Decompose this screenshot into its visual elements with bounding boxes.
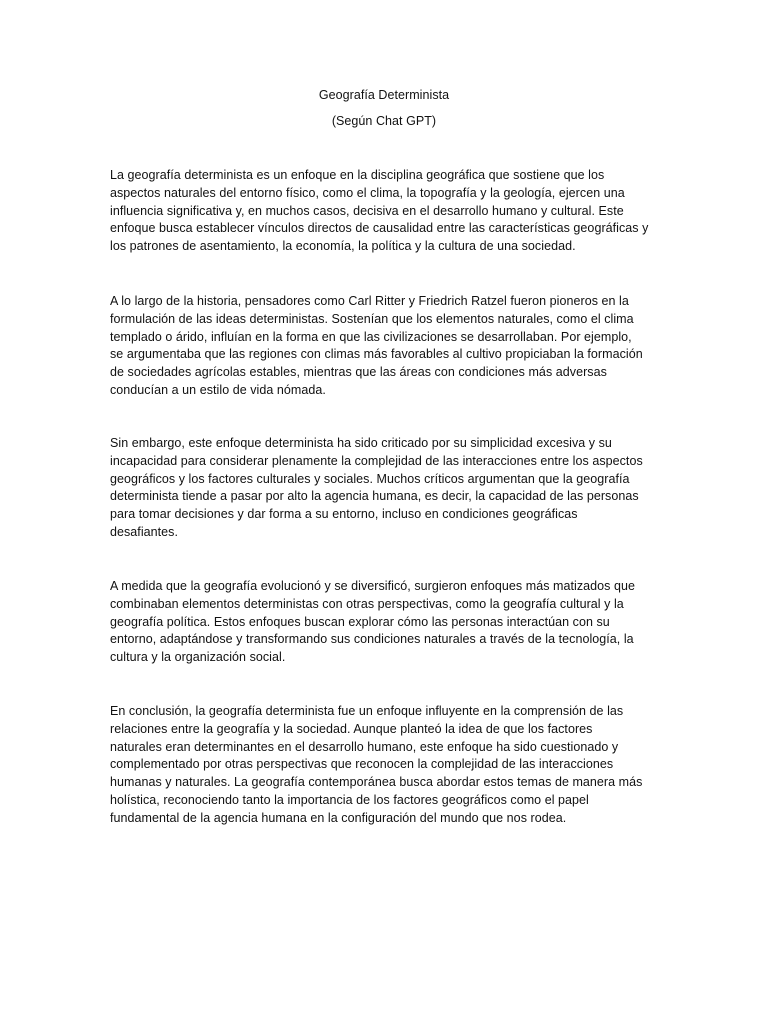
paragraph-line: geografía política. Estos enfoques buscan explorar cómo las personas interactúan con su	[110, 614, 610, 629]
paragraph-line: relaciones entre la geografía y la sociedad. Aunque planteó la idea de que los factores	[110, 721, 593, 736]
paragraph-3	[110, 435, 660, 542]
paragraph-line: influencia significativa y, en muchos casos, decisiva en el desarrollo humano y cultural. Este	[110, 203, 624, 218]
document-title: Geografía Determinista	[318, 88, 450, 102]
paragraph-line: cultura y la organización social.	[110, 650, 286, 665]
paragraph-line: combinaban elementos deterministas con otras perspectivas, como la geografía cultural y la	[110, 596, 624, 611]
paragraph-1	[110, 167, 660, 256]
paragraph-line: A medida que la geografía evolucionó y se diversificó, surgieron enfoques más matizados que	[110, 579, 635, 593]
paragraph-line: La geografía determinista es un enfoque en la disciplina geográfica que sostiene que los	[110, 168, 605, 182]
paragraph-line: fundamental de la agencia humana en la configuración del mundo que nos rodea.	[110, 810, 567, 825]
paragraph-line: entorno, adaptándose y transformando sus condiciones naturales a través de la tecnología, la	[110, 632, 634, 647]
paragraph-4	[110, 578, 660, 667]
paragraph-line: incapacidad para considerar plenamente la complejidad de las interacciones entre los aspectos	[110, 453, 643, 468]
paragraph-line: naturales eran determinantes en el desarrollo humano, este enfoque ha sido cuestionado y	[110, 739, 619, 754]
paragraph-5	[110, 703, 660, 828]
paragraph-line: geográficos y los factores culturales y sociales. Muchos críticos argumentan que la geografía	[110, 471, 630, 486]
paragraph-line: En conclusión, la geografía determinista fue un enfoque influyente en la comprensión de las	[110, 704, 624, 718]
paragraph-line: humanas y naturales. La geografía contemporánea busca abordar estos temas de manera más	[110, 775, 643, 790]
paragraph-line: conducían a un estilo de vida nómada.	[110, 382, 326, 397]
paragraph-line: complementado por otras perspectivas que reconocen la complejidad de las interacciones	[110, 757, 614, 772]
paragraph-line: aspectos naturales del entorno físico, como el clima, la topografía y la geología, ejercen una	[110, 185, 625, 200]
paragraph-line: templado o árido, influían en la forma en que las civilizaciones se desarrollaban. Por ejemplo,	[110, 329, 632, 344]
paragraph-line: se argumentaba que las regiones con climas más favorables al cultivo propiciaban la formación	[110, 347, 643, 362]
paragraph-2	[110, 293, 660, 400]
paragraph-line: desafiantes.	[110, 524, 179, 539]
paragraph-line: enfoque busca establecer vínculos directos de causalidad entre las características geográficas y	[110, 221, 649, 236]
paragraph-line: formulación de las ideas deterministas. Sostenían que los elementos naturales, como el clima	[110, 311, 634, 326]
paragraph-line: holística, reconociendo tanto la importancia de los factores geográficos como el papel	[110, 792, 589, 807]
paragraph-line: A lo largo de la historia, pensadores como Carl Ritter y Friedrich Ratzel fueron pioneros en la	[110, 294, 629, 308]
paragraph-line: Sin embargo, este enfoque determinista ha sido criticado por su simplicidad excesiva y su	[110, 436, 612, 450]
document-subtitle: (Según Chat GPT)	[331, 114, 437, 128]
paragraph-line: para tomar decisiones y dar forma a su entorno, incluso en condiciones geográficas	[110, 507, 578, 522]
paragraph-line: de sociedades agrícolas estables, mientras que las áreas con condiciones más adversas	[110, 365, 607, 380]
paragraph-line: determinista tiende a pasar por alto la agencia humana, es decir, la capacidad de las personas	[110, 489, 639, 504]
paragraph-line: los patrones de asentamiento, la economía, la política y la cultura de una sociedad.	[110, 239, 576, 254]
